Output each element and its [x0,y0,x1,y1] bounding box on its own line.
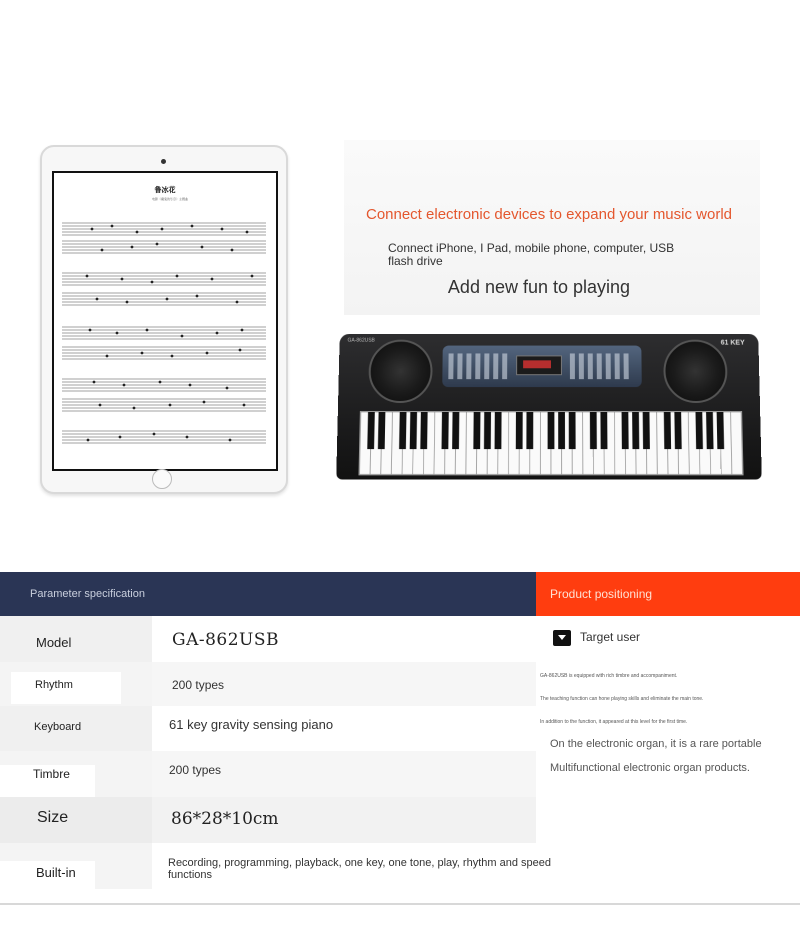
promo-tagline: Add new fun to playing [447,277,631,297]
positioning-panel [536,616,800,816]
sheet-title: 鲁冰花 [154,187,176,194]
positioning-note: In addition to the function, it appeared at this level for the first time. [540,719,688,725]
black-key [473,412,480,449]
spec-label-builtin: Built-in [36,865,76,880]
music-staff [62,429,266,445]
spec-label-keyboard: Keyboard [34,721,82,733]
black-key [410,412,417,449]
dropdown-arrow-icon [553,630,571,646]
black-key [706,412,713,449]
tablet-image [40,145,288,494]
spec-value-rhythm: 200 types [172,678,225,692]
spec-value-builtin: Recording, programming, playback, one key, one tone, play, rhythm and speed functions [168,857,551,881]
music-staff [62,397,266,413]
black-key [622,412,629,449]
spec-header: Parameter specification [30,588,145,600]
black-key [717,412,725,449]
black-key [548,412,555,449]
spec-value-size: 86*28*10cm [171,809,279,829]
positioning-line: On the electronic organ, it is a rare portable [550,738,762,750]
music-staff [62,221,266,237]
black-key [378,412,385,449]
spec-label-rhythm: Rhythm [35,679,73,691]
spec-value-keyboard: 61 key gravity sensing piano [169,717,334,732]
black-key [632,412,639,449]
keyboard-image [336,334,762,480]
music-staff [62,325,266,341]
music-staff [62,345,266,361]
spec-row-size [0,797,536,843]
lcd-display [516,355,562,375]
spec-row-model [0,616,536,662]
panel-buttons [448,353,508,379]
music-staff [62,377,266,393]
sheet-subtitle: 电影《魔鬼的乐章》主题曲 [151,197,188,201]
positioning-line: Multifunctional electronic organ products. [550,762,750,774]
spec-row-builtin [0,843,551,889]
black-key [558,412,565,449]
black-key [516,412,523,449]
keyboard-model-badge: GA-862USB [347,337,375,344]
black-key [526,412,533,449]
piano-keys-drawing [360,412,743,474]
black-key [569,412,576,449]
black-key [590,412,597,449]
tablet-screen [52,171,278,471]
speaker-icon [368,340,433,403]
black-key [495,412,502,449]
spec-label-timbre: Timbre [33,767,70,781]
black-key [664,412,671,449]
music-staff [62,291,266,307]
music-staff [62,239,266,255]
black-key [696,412,703,449]
spec-label-model: Model [36,635,72,650]
keyboard-brand: 61 KEY [720,339,745,347]
divider [0,903,800,905]
positioning-header: Product positioning [550,587,653,601]
spec-label-size: Size [37,809,69,826]
tablet-camera [161,159,166,164]
positioning-note: The teaching function can hone playing skills and eliminate the main tone. [540,696,704,702]
black-key [600,412,607,449]
spec-row-rhythm [0,662,536,706]
black-key [399,412,406,449]
spec-row-keyboard [0,706,536,751]
promo-title: Connect electronic devices to expand your music world [365,206,732,223]
black-key [452,412,459,449]
speaker-icon [663,340,728,403]
black-key [674,412,681,449]
black-key [442,412,449,449]
spec-row-timbre [0,751,536,797]
black-key [643,412,650,449]
spec-value-timbre: 200 types [169,763,222,777]
spec-value-model: GA-862USB [172,630,280,650]
control-panel [442,346,642,388]
piano-keys [358,411,743,475]
black-key [420,412,427,449]
positioning-note: GA-862USB is equipped with rich timbre and accompaniment. [540,673,678,679]
home-button-icon [152,469,172,489]
panel-buttons [570,353,632,379]
black-key [484,412,491,449]
target-user-label: Target user [580,630,641,644]
promo-subtitle: Connect iPhone, I Pad, mobile phone, computer, USB flash drive [388,241,675,268]
music-staff [62,271,266,287]
white-key [731,412,743,474]
black-key [367,412,375,449]
